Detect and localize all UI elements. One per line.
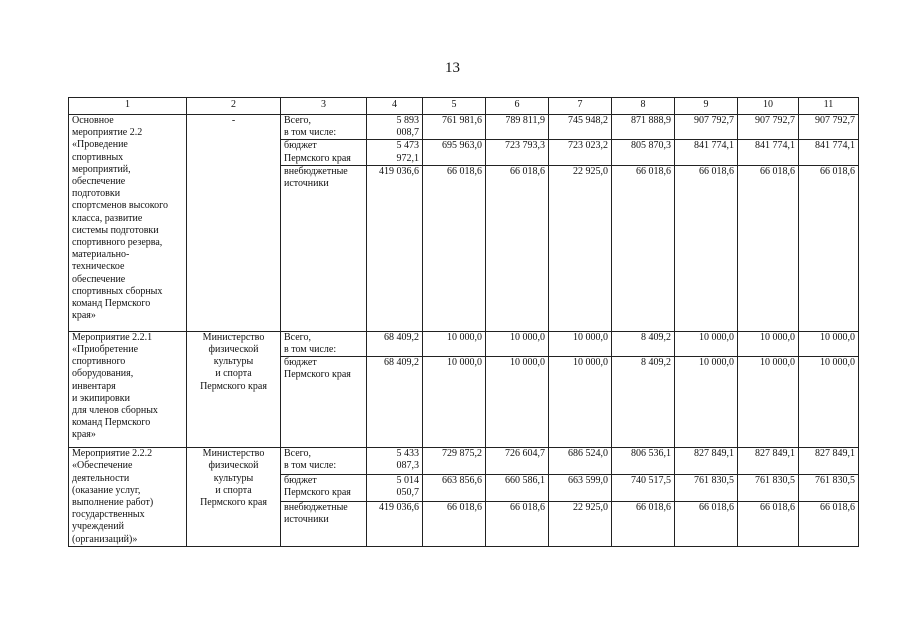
value-cell: 10 000,0 [799,357,859,448]
source-cell: бюджет Пермского края [281,474,367,501]
value-cell: 723 793,3 [486,140,549,165]
value-cell: 663 856,6 [423,474,486,501]
value-cell: 761 981,6 [423,115,486,140]
header-cell: 2 [187,98,281,115]
value-cell: 10 000,0 [549,357,612,448]
header-cell: 7 [549,98,612,115]
executor-cell: Министерство физической культуры и спорта Пермского края [187,448,281,547]
header-cell: 4 [367,98,423,115]
value-cell: 66 018,6 [612,165,675,331]
value-cell: 5 014 050,7 [367,474,423,501]
value-cell: 740 517,5 [612,474,675,501]
value-cell: 726 604,7 [486,448,549,475]
value-cell: 8 409,2 [612,331,675,356]
value-cell: 66 018,6 [423,501,486,546]
value-cell: 10 000,0 [738,357,799,448]
value-cell: 66 018,6 [799,501,859,546]
value-cell: 5 473 972,1 [367,140,423,165]
value-cell: 22 925,0 [549,165,612,331]
value-cell: 827 849,1 [799,448,859,475]
header-cell: 1 [69,98,187,115]
value-cell: 66 018,6 [486,165,549,331]
value-cell: 5 893 008,7 [367,115,423,140]
header-cell: 9 [675,98,738,115]
value-cell: 745 948,2 [549,115,612,140]
value-cell: 841 774,1 [738,140,799,165]
table-row [69,331,859,356]
value-cell: 871 888,9 [612,115,675,140]
source-cell: бюджет Пермского края [281,357,367,448]
value-cell: 761 830,5 [738,474,799,501]
value-cell: 806 536,1 [612,448,675,475]
value-cell: 10 000,0 [486,357,549,448]
source-cell: Всего, в том числе: [281,448,367,475]
value-cell: 10 000,0 [799,331,859,356]
value-cell: 66 018,6 [738,165,799,331]
value-cell: 66 018,6 [423,165,486,331]
table-row [69,115,859,140]
value-cell: 66 018,6 [738,501,799,546]
value-cell: 660 586,1 [486,474,549,501]
value-cell: 663 599,0 [549,474,612,501]
source-cell: внебюджетные источники [281,165,367,331]
header-cell: 6 [486,98,549,115]
value-cell: 907 792,7 [738,115,799,140]
table-row [69,448,859,475]
value-cell: 723 023,2 [549,140,612,165]
activity-name-cell: Мероприятие 2.2.2 «Обеспечение деятельности (оказание услуг, выполнение работ) государственных учреждений (организаций)» [69,448,187,547]
activity-name-cell: Мероприятие 2.2.1 «Приобретение спортивного оборудования, инвентаря и экипировки для членов сборных команд Пермского края» [69,331,187,447]
value-cell: 66 018,6 [486,501,549,546]
executor-cell: - [187,115,281,332]
value-cell: 10 000,0 [675,357,738,448]
source-cell: Всего, в том числе: [281,115,367,140]
value-cell: 695 963,0 [423,140,486,165]
value-cell: 66 018,6 [612,501,675,546]
source-cell: бюджет Пермского края [281,140,367,165]
value-cell: 10 000,0 [675,331,738,356]
value-cell: 907 792,7 [799,115,859,140]
header-cell: 11 [799,98,859,115]
value-cell: 8 409,2 [612,357,675,448]
header-cell: 3 [281,98,367,115]
value-cell: 22 925,0 [549,501,612,546]
value-cell: 66 018,6 [799,165,859,331]
value-cell: 827 849,1 [675,448,738,475]
activity-name-cell: Основное мероприятие 2.2 «Проведение спортивных мероприятий, обеспечение подготовки спортсменов высокого класса, развитие системы подготовки спортивного резерва, материально- техническое обеспечение спортивных сборных команд Пермского края» [69,115,187,332]
value-cell: 729 875,2 [423,448,486,475]
value-cell: 827 849,1 [738,448,799,475]
value-cell: 419 036,6 [367,165,423,331]
page-number: 13 [445,60,460,76]
value-cell: 789 811,9 [486,115,549,140]
value-cell: 761 830,5 [799,474,859,501]
header-cell: 8 [612,98,675,115]
value-cell: 66 018,6 [675,501,738,546]
value-cell: 10 000,0 [738,331,799,356]
value-cell: 10 000,0 [423,331,486,356]
budget-table [68,97,859,547]
value-cell: 805 870,3 [612,140,675,165]
value-cell: 419 036,6 [367,501,423,546]
value-cell: 10 000,0 [549,331,612,356]
value-cell: 907 792,7 [675,115,738,140]
value-cell: 5 433 087,3 [367,448,423,475]
value-cell: 841 774,1 [799,140,859,165]
value-cell: 686 524,0 [549,448,612,475]
header-cell: 5 [423,98,486,115]
value-cell: 66 018,6 [675,165,738,331]
value-cell: 68 409,2 [367,331,423,356]
value-cell: 68 409,2 [367,357,423,448]
value-cell: 761 830,5 [675,474,738,501]
source-cell: внебюджетные источники [281,501,367,546]
header-row [69,98,859,115]
value-cell: 841 774,1 [675,140,738,165]
header-cell: 10 [738,98,799,115]
source-cell: Всего, в том числе: [281,331,367,356]
value-cell: 10 000,0 [486,331,549,356]
value-cell: 10 000,0 [423,357,486,448]
executor-cell: Министерство физической культуры и спорта Пермского края [187,331,281,447]
